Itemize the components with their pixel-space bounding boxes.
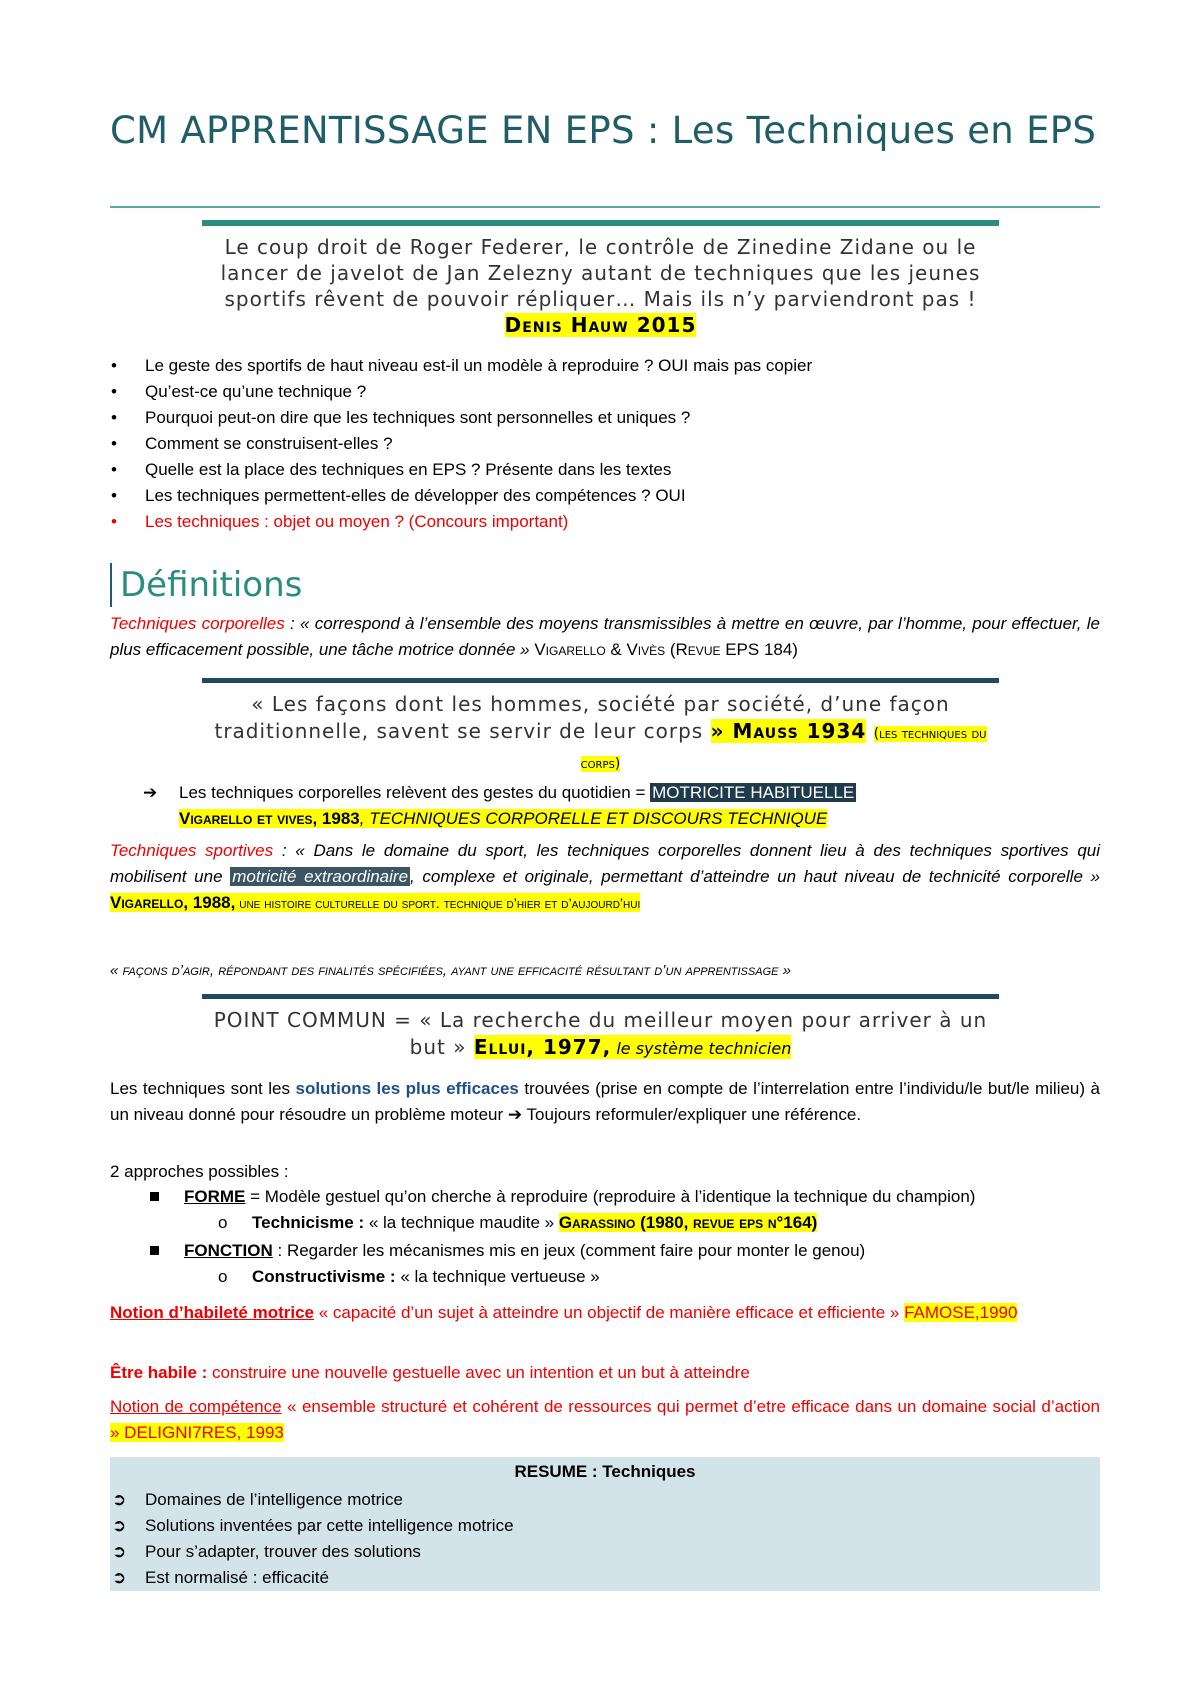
list-item-important: • Les techniques : objet ou moyen ? (Concours important) — [110, 509, 812, 535]
arrow-bullet-icon: ➲ — [112, 1568, 127, 1587]
reference: Garassino (1980, revue eps n°164) — [558, 1213, 818, 1232]
approach-forme: FORME = Modèle gestuel qu’on cherche à reproduire (reproduire à l’identique la technique du champion) — [110, 1184, 975, 1210]
questions-list — [110, 353, 812, 535]
intro-quote-author: Denis Hauw 2015 — [504, 313, 697, 337]
list-item: • Qu’est-ce qu’une technique ? — [110, 379, 812, 405]
definition-techniques-corporelles: Techniques corporelles : « correspond à l’ensemble des moyens transmissibles à mettre en œuvre, par l’homme, pour effectuer, le plus efficacement possible, une tâche motrice donnée » Vigarello & Vivès (Revue EPS 184) — [110, 614, 1100, 659]
bullet-icon: • — [111, 356, 117, 375]
bullet-icon: • — [111, 408, 117, 427]
sub-bullet-icon: o — [218, 1213, 228, 1232]
page-title: CM APPRENTISSAGE EN EPS : Les Techniques en EPS — [110, 109, 1097, 152]
arrow-icon: ➔ — [507, 1105, 523, 1124]
title-divider — [110, 206, 1100, 208]
habilete-motrice-definition: Notion d’habileté motrice « capacité d’un sujet à atteindre un objectif de manière efficace et efficiente » FAMOSE,1990 — [110, 1303, 1018, 1322]
approach-technicisme: o Technicisme : « la technique maudite » Garassino (1980, revue eps n°164) — [218, 1210, 817, 1236]
intro-quote-text: Le coup droit de Roger Federer, le contrôle de Zinedine Zidane ou le lancer de javelot de Jan Zelezny autant de techniques que les jeunes sportifs rêvent de pouvoir répliquer… Mais ils n’y parviendront pas ! — [220, 235, 981, 311]
competence-definition: Notion de compétence « ensemble structuré et cohérent de ressources qui permet d’etre efficace dans un domaine social d’action » DELIGNI7RES, 1993 — [110, 1397, 1100, 1442]
highlight-term: MOTRICITE HABITUELLE — [652, 783, 855, 802]
bullet-icon: • — [111, 512, 117, 531]
mauss-quote: « Les façons dont les hommes, société par société, d’une façon traditionnelle, savent se servir de leur corps » Mauss 1934 (les techniques du corps) — [202, 678, 999, 778]
list-item: • Quelle est la place des techniques en EPS ? Présente dans les textes — [110, 457, 812, 483]
highlight-term: motricité extraordinaire — [232, 867, 409, 886]
list-item: • Comment se construisent-elles ? — [110, 431, 812, 457]
arrow-icon: ➔ — [143, 783, 158, 802]
quote-source: le système technicien — [611, 1039, 792, 1058]
reference: Vigarello et vives, 1983 — [179, 809, 360, 828]
quote-source: (les techniques du corps) — [580, 726, 987, 772]
resume-title: RESUME : Techniques — [514, 1462, 696, 1481]
definition-facons-agir: « façons d’agir, répondant des finalités spécifiées, ayant une efficacité résultant d’un apprentissage » — [110, 962, 791, 979]
quote-author: » Mauss 1934 — [710, 719, 867, 743]
quote-bar — [202, 220, 999, 226]
bullet-icon: • — [111, 434, 117, 453]
motricite-habituelle-note: ➔ Les techniques corporelles relèvent des gestes du quotidien = MOTRICITE HABITUELLE Vigarello et vives, 1983, TECHNIQUES CORPORELLE ET DISCOURS TECHNIQUE — [145, 780, 856, 832]
bullet-icon: • — [111, 460, 117, 479]
intro-quote — [202, 220, 999, 338]
arrow-bullet-icon: ➲ — [112, 1542, 127, 1561]
approach-fonction: FONCTION : Regarder les mécanismes mis en jeux (comment faire pour monter le genou) — [110, 1238, 865, 1264]
list-item: ➲ Solutions inventées par cette intelligence motrice — [110, 1513, 1100, 1539]
etre-habile-definition: Être habile : construire une nouvelle gestuelle avec un intention et un but à atteindre — [110, 1363, 750, 1382]
reference: Vigarello & Vivès (Revue EPS 184) — [534, 640, 798, 659]
list-item: • Le geste des sportifs de haut niveau est-il un modèle à reproduire ? OUI mais pas copier — [110, 353, 812, 379]
square-bullet-icon — [150, 1246, 159, 1255]
quote-bar — [202, 678, 999, 683]
definitions-heading: Définitions — [110, 563, 302, 607]
bullet-icon: • — [111, 486, 117, 505]
list-item: • Les techniques permettent-elles de développer des compétences ? OUI — [110, 483, 812, 509]
sub-bullet-icon: o — [218, 1267, 228, 1286]
point-commun-quote: POINT COMMUN = « La recherche du meilleur moyen pour arriver à un but » Ellui, 1977, le système technicien — [202, 994, 999, 1062]
quote-bar — [202, 994, 999, 999]
resume-box — [110, 1457, 1100, 1591]
list-item: ➲ Pour s’adapter, trouver des solutions — [110, 1539, 1100, 1565]
approaches-intro: 2 approches possibles : — [110, 1162, 289, 1181]
list-item: ➲ Domaines de l’intelligence motrice — [110, 1487, 1100, 1513]
list-item: ➲ Est normalisé : efficacité — [110, 1565, 1100, 1591]
resume-list — [110, 1487, 1100, 1591]
reference: » DELIGNI7RES, 1993 — [110, 1423, 284, 1442]
arrow-bullet-icon: ➲ — [112, 1490, 127, 1509]
square-bullet-icon — [150, 1192, 159, 1201]
reference: Vigarello, 1988, — [110, 893, 236, 912]
approach-constructivisme: o Constructivisme : « la technique vertueuse » — [218, 1264, 600, 1290]
solutions-paragraph: Les techniques sont les solutions les plus efficaces trouvées (prise en compte de l’interrelation entre l’individu/le but/le milieu) à un niveau donné pour résoudre un problème moteur ➔ Toujours reformuler/expliquer une référence. — [110, 1079, 1100, 1124]
bullet-icon: • — [111, 382, 117, 401]
list-item: • Pourquoi peut-on dire que les techniques sont personnelles et uniques ? — [110, 405, 812, 431]
quote-author: Ellui, 1977, — [473, 1035, 612, 1059]
reference: FAMOSE,1990 — [904, 1303, 1018, 1322]
arrow-bullet-icon: ➲ — [112, 1516, 127, 1535]
definition-techniques-sportives: Techniques sportives : « Dans le domaine du sport, les techniques corporelles donnent lieu à des techniques sportives qui mobilisent une motricité extraordinaire , complexe et originale, permettant d’atteindre un haut niveau de technicité corporelle » Vigarello, 1988, une histoire culturelle du sport. technique d’hier et d’aujourd’hui — [110, 841, 1101, 912]
